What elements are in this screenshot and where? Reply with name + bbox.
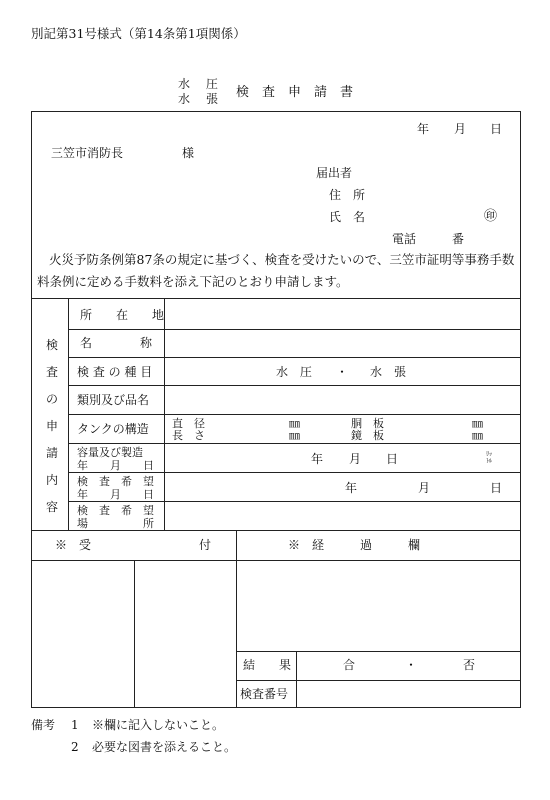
divider [68,501,521,502]
name-label: 名 称 [80,336,153,350]
mirror-unit: ㎜ [472,429,483,442]
reception-label: ※ 受 付 [55,538,212,552]
structure-label: タンクの構造 [77,422,149,436]
diameter-unit: ㎜ [289,417,300,430]
divider [68,357,521,358]
desired-date-label: 検 査 希 望 [77,475,154,488]
divider [236,680,521,681]
note-1-number: 1 [71,718,79,732]
application-statement: 火災予防条例第87条の規定に基づく、検査を受けたいので、三笠市証明等事務手数料条例に定める手数料を添え下記のとおり申請します。 [37,252,515,289]
inspection-number-label: 検査番号 [240,687,289,701]
capacity-date-label: 年 月 日 [77,459,154,472]
type-option-water-pressure[interactable]: 水 圧 [276,365,313,379]
capacity-day: 日 [386,452,399,466]
note-2-text: 必要な図書を添えること。 [92,740,237,754]
divider [68,472,521,473]
type-separator: ・ [336,365,349,379]
product-label: 類別及び品名 [77,393,150,407]
result-label: 結 果 [243,658,292,672]
result-fail[interactable]: 否 [463,658,476,672]
title-water-fill-2: 張 [206,92,219,106]
capacity-month: 月 [349,452,362,466]
desired-year: 年 [345,481,358,495]
divider [296,651,297,708]
desired-place-label-2: 場 所 [77,517,154,530]
type-option-water-fill[interactable]: 水 張 [370,365,407,379]
capacity-label: 容量及び製造 [77,446,143,459]
liter-unit-1: ﾘｯ [486,451,493,458]
liter-unit-2: ﾄﾙ [486,458,493,465]
inspection-type-label: 検 査 の 種 目 [77,365,153,379]
length-unit: ㎜ [289,429,300,442]
location-label: 所 在 地 [80,308,165,322]
date-month: 月 [454,122,467,136]
divider [68,443,521,444]
result-separator: ・ [405,658,418,672]
title-water-pressure-1: 水 [178,77,191,91]
form-frame [31,111,521,708]
honorific: 様 [182,146,195,160]
capacity-year: 年 [311,452,324,466]
diameter-label: 直 径 [172,417,205,430]
divider [236,530,237,708]
divider [236,651,521,652]
desired-day: 日 [490,481,503,495]
note-2-number: 2 [71,740,79,754]
shell-unit: ㎜ [472,417,483,430]
address-label: 住 所 [329,188,366,202]
seal-icon: ㊞ [484,209,498,224]
desired-place-label: 検 査 希 望 [77,504,154,517]
divider [31,560,521,561]
form-title: 検 査 申 請 書 [236,85,354,100]
title-water-fill-1: 水 [178,92,191,106]
divider [68,329,521,330]
desired-date-label-2: 年 月 日 [77,488,154,501]
addressee: 三笠市消防長 [51,146,124,160]
date-day: 日 [490,122,503,136]
divider [68,414,521,415]
divider [134,560,135,708]
note-1-text: ※欄に記入しないこと。 [92,718,225,732]
title-water-pressure-2: 圧 [206,77,219,91]
name-label: 氏 名 [329,210,366,224]
divider [68,385,521,386]
length-label: 長 さ [172,429,205,442]
result-pass[interactable]: 合 [343,658,356,672]
inspection-side-label: 検 査 の 申 請 内 容 [45,338,58,514]
date-year: 年 [417,122,430,136]
progress-label: ※ 経 過 欄 [288,538,421,552]
divider [31,530,521,531]
notes-title: 備考 [31,718,56,732]
submitter-label: 届出者 [316,166,353,180]
desired-month: 月 [418,481,431,495]
phone-label: 電話 番 [392,232,465,246]
divider [31,298,521,299]
shell-label: 胴 板 [351,417,384,430]
form-reference: 別記第31号様式（第14条第1項関係） [31,26,246,41]
mirror-label: 鏡 板 [351,429,384,442]
